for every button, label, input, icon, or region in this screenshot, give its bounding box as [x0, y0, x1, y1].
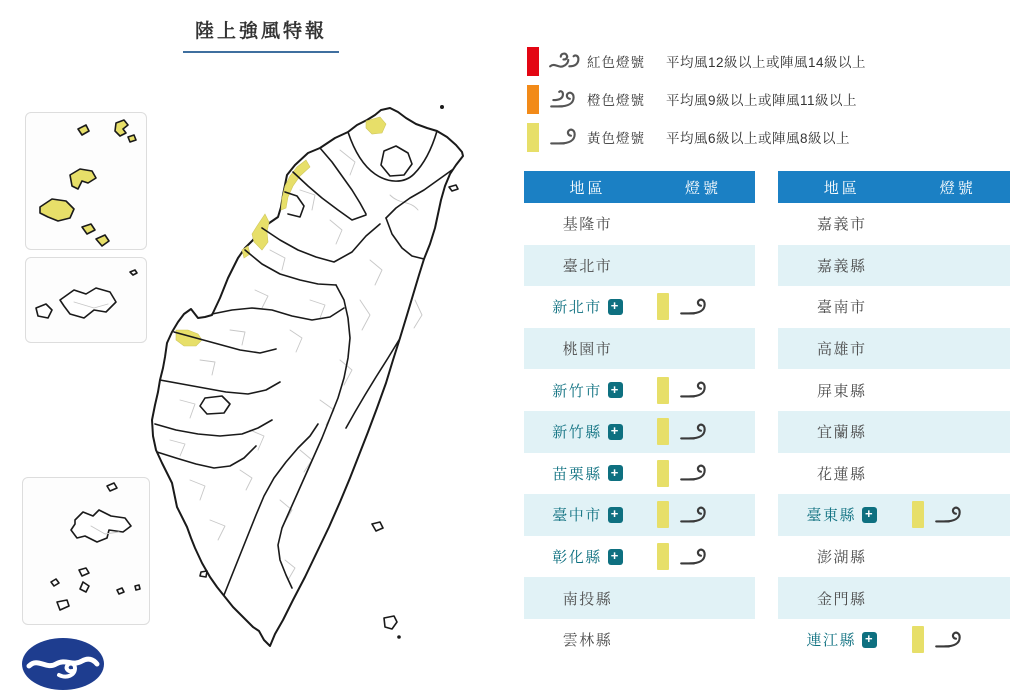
region-cell — [778, 338, 906, 359]
table-row — [778, 328, 1010, 370]
region-label[interactable]: 新北市 — [552, 299, 602, 317]
region-cell — [524, 213, 651, 234]
legend-item-orange — [527, 84, 866, 114]
region-label: 嘉義縣 — [817, 257, 867, 275]
region-cell — [524, 588, 651, 609]
signal-cell — [651, 293, 755, 320]
region-cell — [778, 588, 906, 609]
expand-plus-icon[interactable]: + — [608, 507, 623, 523]
wind-icon — [548, 48, 580, 74]
table-row — [778, 411, 1010, 453]
region-label: 宜蘭縣 — [817, 424, 867, 442]
table-row[interactable] — [524, 286, 755, 328]
table-header — [778, 171, 1010, 203]
region-cell — [778, 463, 906, 484]
region-label[interactable]: 新竹市 — [552, 382, 602, 400]
expand-plus-icon[interactable]: + — [608, 465, 623, 481]
region-label: 桃園市 — [562, 341, 613, 359]
table-row — [778, 203, 1010, 245]
region-cell[interactable] — [524, 504, 651, 525]
region-label[interactable]: 彰化縣 — [552, 549, 602, 567]
table-row — [524, 328, 755, 370]
signal-yellow-badge — [657, 377, 669, 404]
region-label: 高雄市 — [817, 341, 867, 359]
region-label[interactable]: 臺東縣 — [806, 507, 857, 525]
signal-cell — [651, 377, 755, 404]
table-row — [778, 286, 1010, 328]
region-cell[interactable] — [524, 546, 651, 567]
table-row — [524, 577, 755, 619]
region-cell[interactable] — [524, 421, 651, 442]
wind-icon — [933, 502, 965, 528]
region-cell — [778, 296, 906, 317]
table-row — [524, 245, 755, 287]
expand-plus-icon[interactable]: + — [608, 549, 623, 565]
legend-description: 平均風9級以上或陣風11級以上 — [666, 93, 858, 108]
signal-cell — [651, 501, 755, 528]
legend-label: 黃色燈號 — [587, 131, 645, 146]
table-row — [778, 245, 1010, 287]
wind-icon — [548, 124, 580, 150]
table-header — [524, 171, 755, 203]
cwb-logo[interactable] — [21, 637, 105, 691]
wind-icon — [678, 294, 710, 320]
region-cell — [524, 338, 651, 359]
region-label: 南投縣 — [562, 590, 613, 608]
wind-icon — [678, 377, 710, 403]
signal-yellow-badge — [657, 418, 669, 445]
region-cell — [524, 629, 651, 650]
region-label: 花蓮縣 — [817, 465, 867, 483]
table-row[interactable] — [778, 494, 1010, 536]
wind-icon — [678, 419, 710, 445]
region-cell[interactable] — [524, 380, 651, 401]
inset-map-lienchiang — [25, 112, 147, 250]
legend-color-swatch — [527, 47, 539, 76]
table-row — [778, 536, 1010, 578]
wind-icon — [678, 544, 710, 570]
signal-legend — [527, 46, 866, 152]
legend-item-yellow — [527, 122, 866, 152]
signal-cell — [651, 418, 755, 445]
legend-color-swatch — [527, 85, 539, 114]
region-label[interactable]: 新竹縣 — [552, 424, 602, 442]
header-signal: 燈號 — [939, 179, 976, 197]
region-label: 臺北市 — [562, 257, 613, 275]
table-row[interactable] — [524, 369, 755, 411]
legend-label: 橙色燈號 — [587, 93, 645, 108]
page-title: 陸上強風特報 — [183, 16, 339, 53]
table-row[interactable] — [524, 494, 755, 536]
wind-icon — [548, 86, 580, 112]
signal-yellow-badge — [912, 626, 924, 653]
region-cell[interactable] — [778, 504, 906, 525]
region-cell — [778, 380, 906, 401]
inset-map-penghu — [22, 477, 150, 625]
table-row — [778, 453, 1010, 495]
region-cell — [778, 213, 906, 234]
region-label[interactable]: 臺中市 — [552, 507, 602, 525]
region-label[interactable]: 苗栗縣 — [552, 465, 602, 483]
table-row[interactable] — [778, 619, 1010, 661]
region-cell — [778, 421, 906, 442]
region-cell[interactable] — [778, 629, 906, 650]
wind-icon — [678, 502, 710, 528]
legend-description: 平均風12級以上或陣風14級以上 — [666, 55, 867, 70]
region-cell — [778, 546, 906, 567]
legend-label: 紅色燈號 — [587, 55, 645, 70]
expand-plus-icon[interactable]: + — [862, 632, 877, 648]
signal-yellow-badge — [657, 501, 669, 528]
region-label: 臺南市 — [817, 299, 867, 317]
table-row[interactable] — [524, 536, 755, 578]
region-cell — [524, 255, 651, 276]
signal-yellow-badge — [657, 293, 669, 320]
region-label: 雲林縣 — [562, 632, 613, 650]
header-region: 地區 — [569, 179, 606, 197]
legend-description: 平均風6級以上或陣風8級以上 — [666, 131, 851, 146]
expand-plus-icon[interactable]: + — [608, 382, 623, 398]
table-row — [524, 619, 755, 661]
wind-icon — [933, 627, 965, 653]
warning-table-right — [778, 171, 1010, 661]
region-cell[interactable] — [524, 463, 651, 484]
region-label: 嘉義市 — [817, 216, 867, 234]
signal-yellow-badge — [657, 543, 669, 570]
wind-icon — [678, 460, 710, 486]
signal-cell — [651, 543, 755, 570]
region-cell[interactable] — [524, 296, 651, 317]
table-row — [778, 577, 1010, 619]
expand-plus-icon[interactable]: + — [862, 507, 877, 523]
signal-cell — [906, 501, 1010, 528]
legend-color-swatch — [527, 123, 539, 152]
table-row[interactable] — [524, 411, 755, 453]
region-label: 屏東縣 — [817, 382, 867, 400]
legend-item-red — [527, 46, 866, 76]
signal-yellow-badge — [657, 460, 669, 487]
region-label: 金門縣 — [817, 590, 867, 608]
inset-map-kinmen — [25, 257, 147, 343]
signal-cell — [651, 460, 755, 487]
region-label[interactable]: 連江縣 — [806, 632, 857, 650]
region-cell — [778, 255, 906, 276]
region-label: 基隆市 — [562, 216, 613, 234]
region-label: 澎湖縣 — [817, 549, 867, 567]
table-row[interactable] — [524, 453, 755, 495]
expand-plus-icon[interactable]: + — [608, 299, 623, 315]
warning-table-left — [524, 171, 755, 661]
taiwan-main-island — [152, 105, 463, 646]
signal-cell — [906, 626, 1010, 653]
table-row — [778, 369, 1010, 411]
expand-plus-icon[interactable]: + — [608, 424, 623, 440]
table-row — [524, 203, 755, 245]
signal-yellow-badge — [912, 501, 924, 528]
header-region: 地區 — [823, 179, 860, 197]
header-signal: 燈號 — [685, 179, 722, 197]
